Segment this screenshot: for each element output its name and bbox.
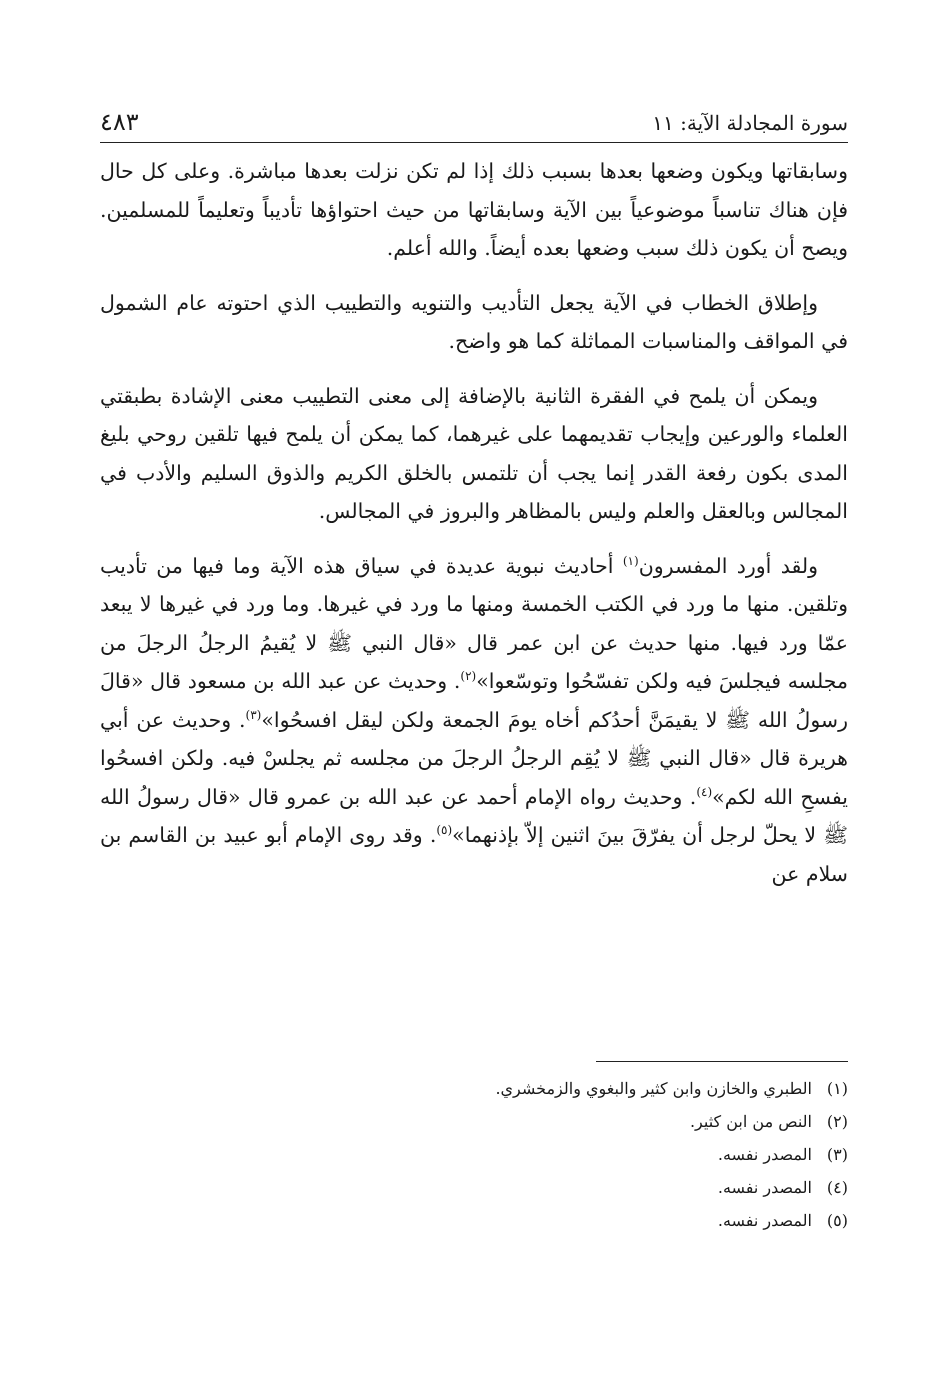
footnote-4 — [100, 1171, 848, 1204]
footnote-number: (١) — [826, 1079, 848, 1098]
running-header — [100, 106, 848, 143]
footnote-number: (٢) — [826, 1112, 848, 1131]
footnote-divider — [596, 1061, 848, 1062]
paragraph-4-text: . وحديث رواه الإمام أحمد عن عبد الله بن عمرو قال «قال رسولُ الله ﷺ لا يحلّ لرجل أن يفرّقَ بينَ اثنين إلاّ بإذنهما» — [100, 784, 848, 847]
main-text — [100, 152, 848, 909]
footnote-5 — [100, 1204, 848, 1237]
footnote-text: المصدر نفسه. — [717, 1211, 812, 1230]
footnote-ref-4: (٤) — [696, 784, 713, 799]
page-number: ٤٨٣ — [100, 108, 139, 136]
paragraph-4-text: . وحديث عن عبد الله بن مسعود قال «قالَ رسولُ الله ﷺ لا يقيمَنَّ أحدُكم أخاه يومَ الجمعة ولكن ليقل افسحُوا» — [100, 669, 848, 732]
paragraph-4 — [100, 547, 848, 894]
footnote-text: النص من ابن كثير. — [689, 1112, 812, 1131]
paragraph-1: وسابقاتها ويكون وضعها بعدها بسبب ذلك إذا لم تكن نزلت بعدها مباشرة. وعلى كل حال فإن هناك تناسباً موضوعياً بين الآية وسابقاتها من حيث احتواؤها تأديباً وتعليماً للمسلمين. ويصح أن يكون ذلك سبب وضعها بعده أيضاً. والله أعلم. — [100, 159, 848, 260]
footnote-number: (٤) — [826, 1178, 848, 1197]
footnote-3 — [100, 1138, 848, 1171]
footnote-text: المصدر نفسه. — [717, 1145, 812, 1164]
chapter-title: سورة المجادلة الآية: ١١ — [652, 111, 848, 135]
footnotes — [100, 1072, 848, 1237]
footnote-number: (٣) — [826, 1145, 848, 1164]
footnote-1 — [100, 1072, 848, 1105]
footnote-text: الطبري والخازن وابن كثير والبغوي والزمخشري. — [495, 1079, 812, 1098]
footnote-ref-3: (٣) — [245, 707, 262, 722]
footnote-ref-1: (١) — [622, 553, 639, 568]
footnote-text: المصدر نفسه. — [717, 1178, 812, 1197]
paragraph-4-text: . وحديث عن أبي هريرة قال «قال النبي ﷺ لا يُقِم الرجلُ الرجلَ من مجلسه ثم يجلسْ فيه. ولكن افسحُوا يفسحِ الله لكم» — [100, 707, 848, 809]
paragraph-3: ويمكن أن يلمح في الفقرة الثانية بالإضافة إلى معنى التطييب معنى الإشادة بطبقتي العلماء والورعين وإيجاب تقديمهما على غيرهما، كما يمكن أن يلمح فيها تلقين روحي بليغ المدى بكون رفعة القدر إنما يجب أن تلتمس بالخلق الكريم والذوق السليم والأدب في المجالس وبالعقل والعلم وليس بالمظاهر والبروز في المجالس. — [100, 383, 848, 523]
footnote-2 — [100, 1105, 848, 1138]
footnote-ref-2: (٢) — [460, 669, 477, 684]
paragraph-4-text: ولقد أورد المفسرون — [638, 553, 818, 578]
footnote-ref-5: (٥) — [436, 823, 453, 838]
footnote-number: (٥) — [826, 1211, 848, 1230]
paragraph-4-text: أحاديث نبوية عديدة في سياق هذه الآية وما فيها من تأديب وتلقين. منها ما ورد في الكتب الخمسة ومنها ما ورد في غيرها. وما ورد في غيرها لا يبعد عمّا ورد فيها. منها حديث عن ابن عمر قال «قال النبي ﷺ لا يُقيمُ الرجلُ الرجلَ من مجلسه فيجلسَ فيه ولكن تفسّحُوا وتوسّعوا» — [100, 553, 848, 693]
paragraph-2: وإطلاق الخطاب في الآية يجعل التأديب والتنويه والتطييب الذي احتوته عام الشمول في المواقف والمناسبات المماثلة كما هو واضح. — [100, 290, 848, 353]
paragraph-4-text: . وقد روى الإمام أبو عبيد بن القاسم بن سلام عن — [100, 823, 848, 886]
